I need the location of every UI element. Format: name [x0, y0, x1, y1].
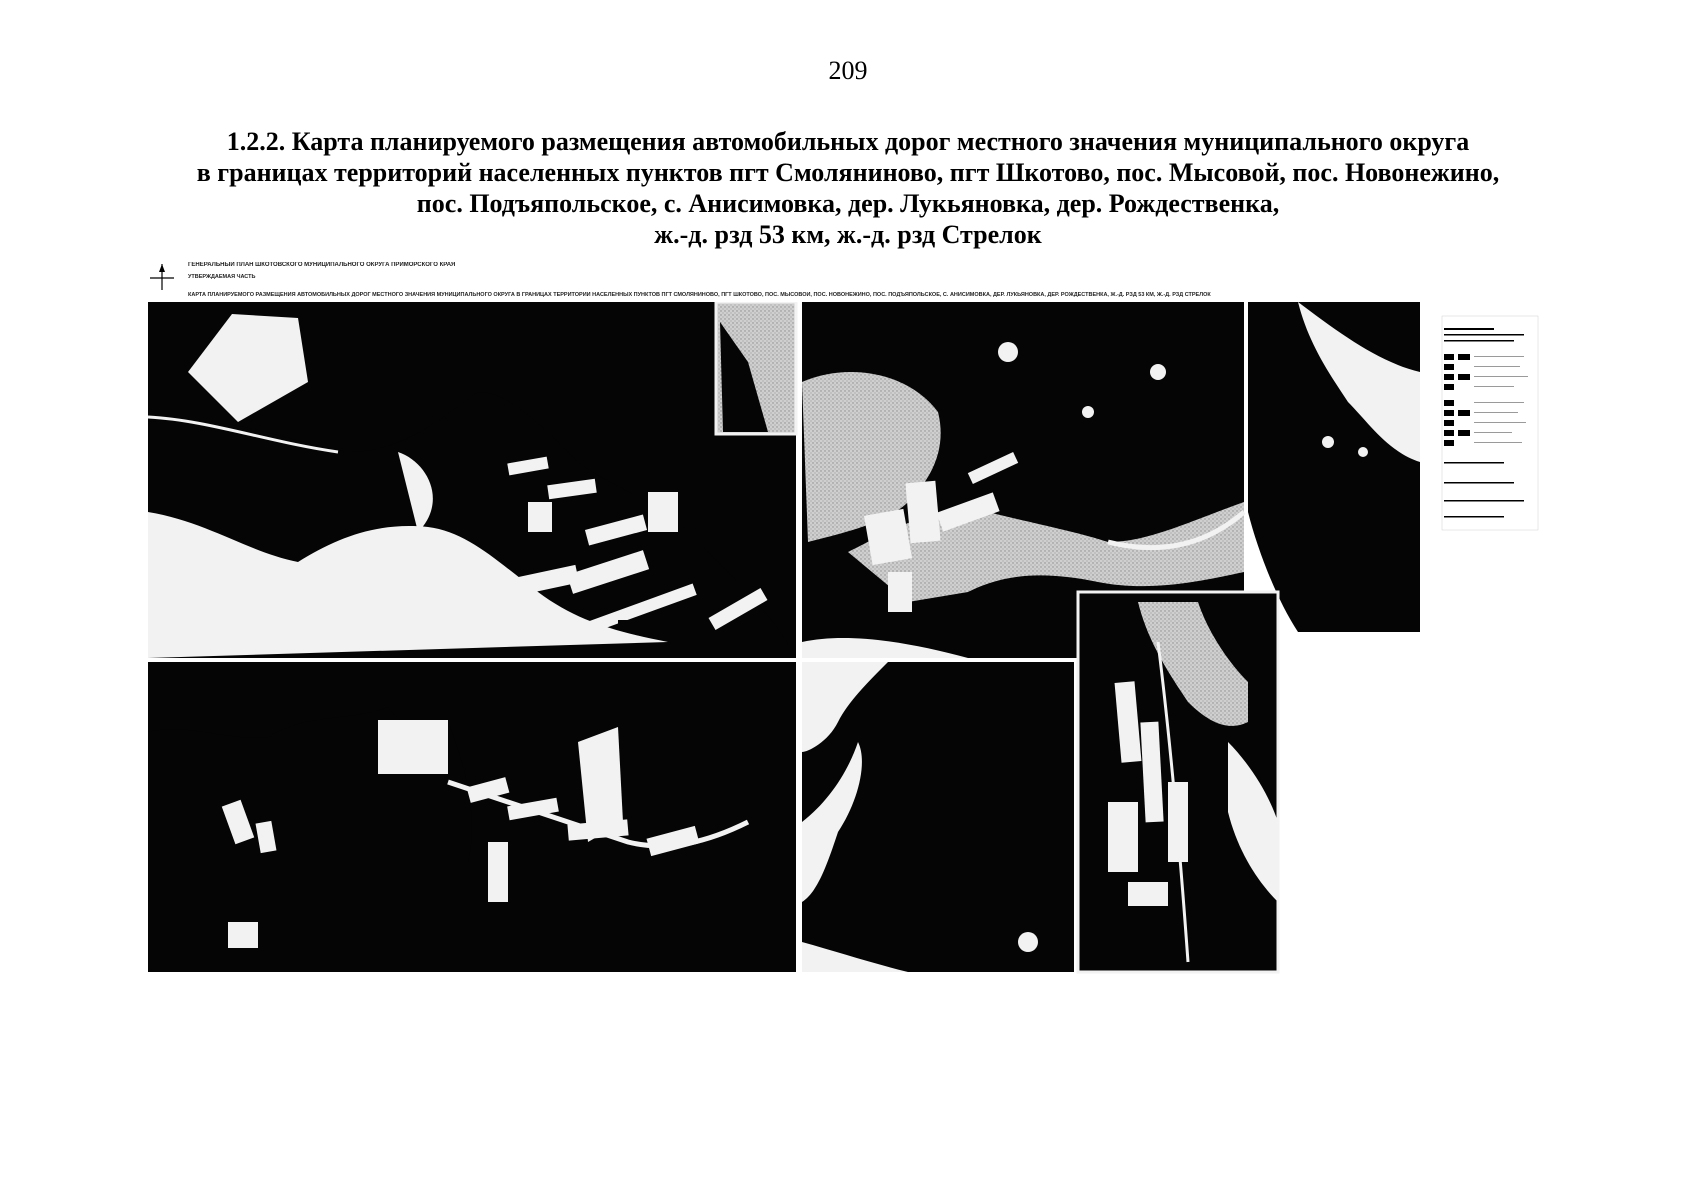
caption-line-1: 1.2.2. Карта планируемого размещения автомобильных дорог местного значения муниципального округа	[226, 127, 1470, 156]
map-panel-4	[148, 662, 796, 972]
map-sheet	[148, 262, 1572, 1014]
map-panel-1	[148, 302, 796, 658]
map-sheet-subtitle: КАРТА ПЛАНИРУЕМОГО РАЗМЕЩЕНИЯ АВТОМОБИЛЬНЫХ ДОРОГ МЕСТНОГО ЗНАЧЕНИЯ МУНИЦИПАЛЬНОГО ОКРУГА В ГРАНИЦАХ ТЕРРИТОРИЙ НАСЕЛЕННЫХ ПУНКТОВ ПГТ СМОЛЯНИНОВО, ПГТ ШКОТОВО, ПОС. МЫСОВОЙ, ПОС. НОВОНЕЖИНО, ПОС. ПОДЪЯПОЛЬСКОЕ, С. АНИСИМОВКА, ДЕР. ЛУКЬЯНОВКА, ДЕР. РОЖДЕСТВЕНКА, Ж.-Д. РЗД 53 КМ, Ж.-Д. РЗД СТРЕЛОК	[188, 292, 1211, 298]
map-panel-3	[1248, 302, 1420, 632]
map-panel-6	[1078, 592, 1278, 972]
map-panels	[148, 302, 1572, 1014]
page-number: 209	[828, 56, 868, 85]
map-panel-5	[802, 662, 1074, 972]
caption-line-2: в границах территорий населенных пунктов пгт Смоляниново, пгт Шкотово, пос. Мысовой, пос. Новонежино,	[196, 158, 1500, 187]
north-arrow-icon	[148, 262, 176, 292]
caption-line-4: ж.-д. рзд 53 км, ж.-д. рзд Стрелок	[654, 220, 1042, 249]
page-caption	[120, 126, 1576, 250]
map-sheet-title-part: УТВЕРЖДАЕМАЯ ЧАСТЬ	[188, 274, 256, 280]
map-legend	[1442, 316, 1538, 530]
caption-line-3: пос. Подъяпольское, с. Анисимовка, дер. Лукьяновка, дер. Рождественка,	[416, 189, 1280, 218]
map-sheet-title: ГЕНЕРАЛЬНЫЙ ПЛАН ШКОТОВСКОГО МУНИЦИПАЛЬНОГО ОКРУГА ПРИМОРСКОГО КРАЯ	[188, 262, 456, 268]
